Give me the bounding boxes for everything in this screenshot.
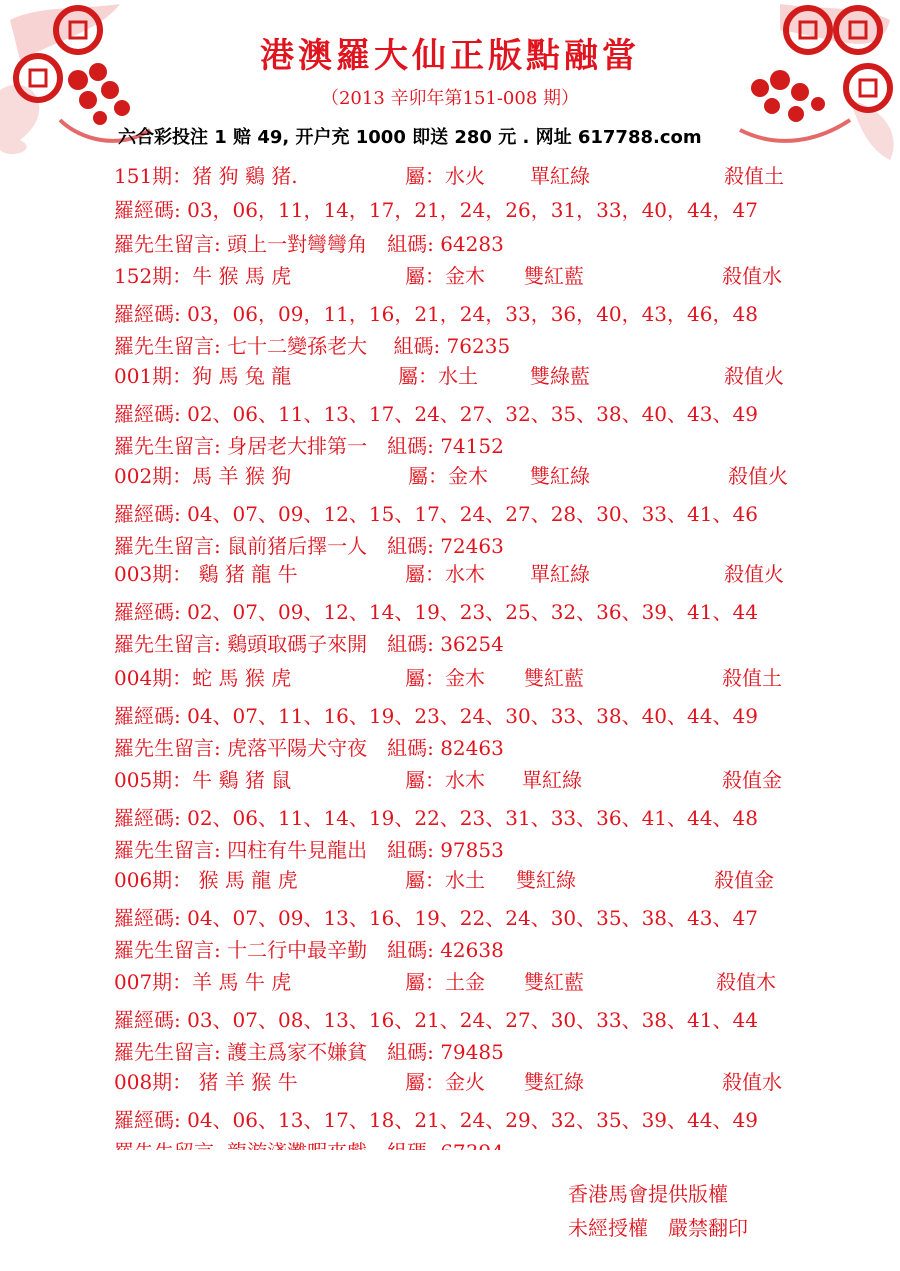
element-attribute: 屬：金木 [405, 264, 485, 288]
compass-numbers: 羅經碼: 02、07、09、12、14、19、23、25、32、36、39、41、44 [114, 600, 758, 624]
color-wave: 雙紅綠 [530, 464, 590, 488]
period-heading: 006期： 猴 馬 龍 虎 [114, 868, 298, 892]
copyright-line-2: 未經授權 嚴禁翻印 [568, 1216, 748, 1240]
color-wave: 單紅綠 [530, 164, 590, 188]
color-wave: 雙紅藍 [524, 970, 584, 994]
compass-numbers: 羅經碼: 02、06、11、14、19、22、23、31、33、36、41、44、48 [114, 806, 758, 830]
period-heading: 001期：狗 馬 兔 龍 [114, 364, 292, 388]
compass-numbers: 羅經碼: 03、07、08、13、16、21、24、27、30、33、38、41、44 [114, 1008, 758, 1032]
period-heading: 005期：牛 鷄 猪 鼠 [114, 768, 292, 792]
kill-value: 殺值水 [722, 1070, 782, 1094]
kill-value: 殺值火 [724, 562, 784, 586]
ad-banner[interactable]: 六合彩投注 1 赔 49, 开户充 1000 即送 280 元 . 网址 617788.com [118, 127, 702, 148]
master-message: 羅先生留言: 身居老大排第一 組碼: 74152 [114, 434, 504, 458]
master-message: 羅先生留言: 十二行中最辛勤 組碼: 42638 [114, 938, 504, 962]
kill-value: 殺值火 [728, 464, 788, 488]
period-heading: 004期：蛇 馬 猴 虎 [114, 666, 292, 690]
kill-value: 殺值土 [724, 164, 784, 188]
copyright-line-1: 香港馬會提供版權 [568, 1182, 728, 1206]
compass-numbers: 羅經碼: 03，06，11，14，17，21，24，26，31，33，40，44，47 [114, 198, 758, 222]
compass-numbers: 羅經碼: 04、06、13、17、18、21、24、29、32、35、39、44、49 [114, 1108, 758, 1132]
color-wave: 雙紅綠 [524, 1070, 584, 1094]
color-wave: 雙紅藍 [524, 666, 584, 690]
period-heading: 151期：猪 狗 鷄 猪. [114, 164, 298, 188]
period-subtitle: （2013 辛卯年第151-008 期） [320, 88, 580, 109]
page-title: 港澳羅大仙正版點融當 [260, 36, 640, 76]
master-message: 羅先生留言: 鼠前猪后擇一人 組碼: 72463 [114, 534, 504, 558]
master-message: 羅先生留言: 七十二變孫老大 組碼: 76235 [114, 334, 511, 358]
color-wave: 雙綠藍 [530, 364, 590, 388]
period-heading: 152期：牛 猴 馬 虎 [114, 264, 292, 288]
element-attribute: 屬：水土 [398, 364, 478, 388]
page-cutoff [0, 1150, 900, 1271]
element-attribute: 屬：水木 [405, 562, 485, 586]
compass-numbers: 羅經碼: 04、07、11、16、19、23、24、30、33、38、40、44、49 [114, 704, 758, 728]
period-heading: 008期： 猪 羊 猴 牛 [114, 1070, 298, 1094]
master-message: 羅先生留言: 虎落平陽犬守夜 組碼: 82463 [114, 736, 504, 760]
kill-value: 殺值水 [722, 264, 782, 288]
master-message: 羅先生留言: 頭上一對彎彎角 組碼: 64283 [114, 232, 504, 256]
period-heading: 003期： 鷄 猪 龍 牛 [114, 562, 298, 586]
element-attribute: 屬：水木 [405, 768, 485, 792]
kill-value: 殺值火 [724, 364, 784, 388]
kill-value: 殺值土 [722, 666, 782, 690]
color-wave: 雙紅綠 [516, 868, 576, 892]
compass-numbers: 羅經碼: 03，06，09，11，16，21，24，33，36，40，43，46，48 [114, 302, 758, 326]
compass-numbers: 羅經碼: 04、07、09、13、16、19、22、24、30、35、38、43、47 [114, 906, 758, 930]
period-heading: 007期：羊 馬 牛 虎 [114, 970, 292, 994]
element-attribute: 屬：水土 [405, 868, 485, 892]
compass-numbers: 羅經碼: 04、07、09、12、15、17、24、27、28、30、33、41、46 [114, 502, 758, 526]
compass-numbers: 羅經碼: 02、06、11、13、17、24、27、32、35、38、40、43、49 [114, 402, 758, 426]
element-attribute: 屬：金木 [405, 666, 485, 690]
element-attribute: 屬：金木 [408, 464, 488, 488]
kill-value: 殺值金 [722, 768, 782, 792]
master-message: 羅先生留言: 鷄頭取碼子來開 組碼: 36254 [114, 632, 504, 656]
element-attribute: 屬：金火 [405, 1070, 485, 1094]
kill-value: 殺值木 [716, 970, 776, 994]
element-attribute: 屬：水火 [405, 164, 485, 188]
master-message: 羅先生留言: 護主爲家不嫌貧 組碼: 79485 [114, 1040, 504, 1064]
color-wave: 單紅綠 [522, 768, 582, 792]
master-message: 羅先生留言: 四柱有牛見龍出 組碼: 97853 [114, 838, 504, 862]
element-attribute: 屬：土金 [405, 970, 485, 994]
color-wave: 單紅綠 [530, 562, 590, 586]
color-wave: 雙紅藍 [524, 264, 584, 288]
kill-value: 殺值金 [714, 868, 774, 892]
period-heading: 002期：馬 羊 猴 狗 [114, 464, 292, 488]
